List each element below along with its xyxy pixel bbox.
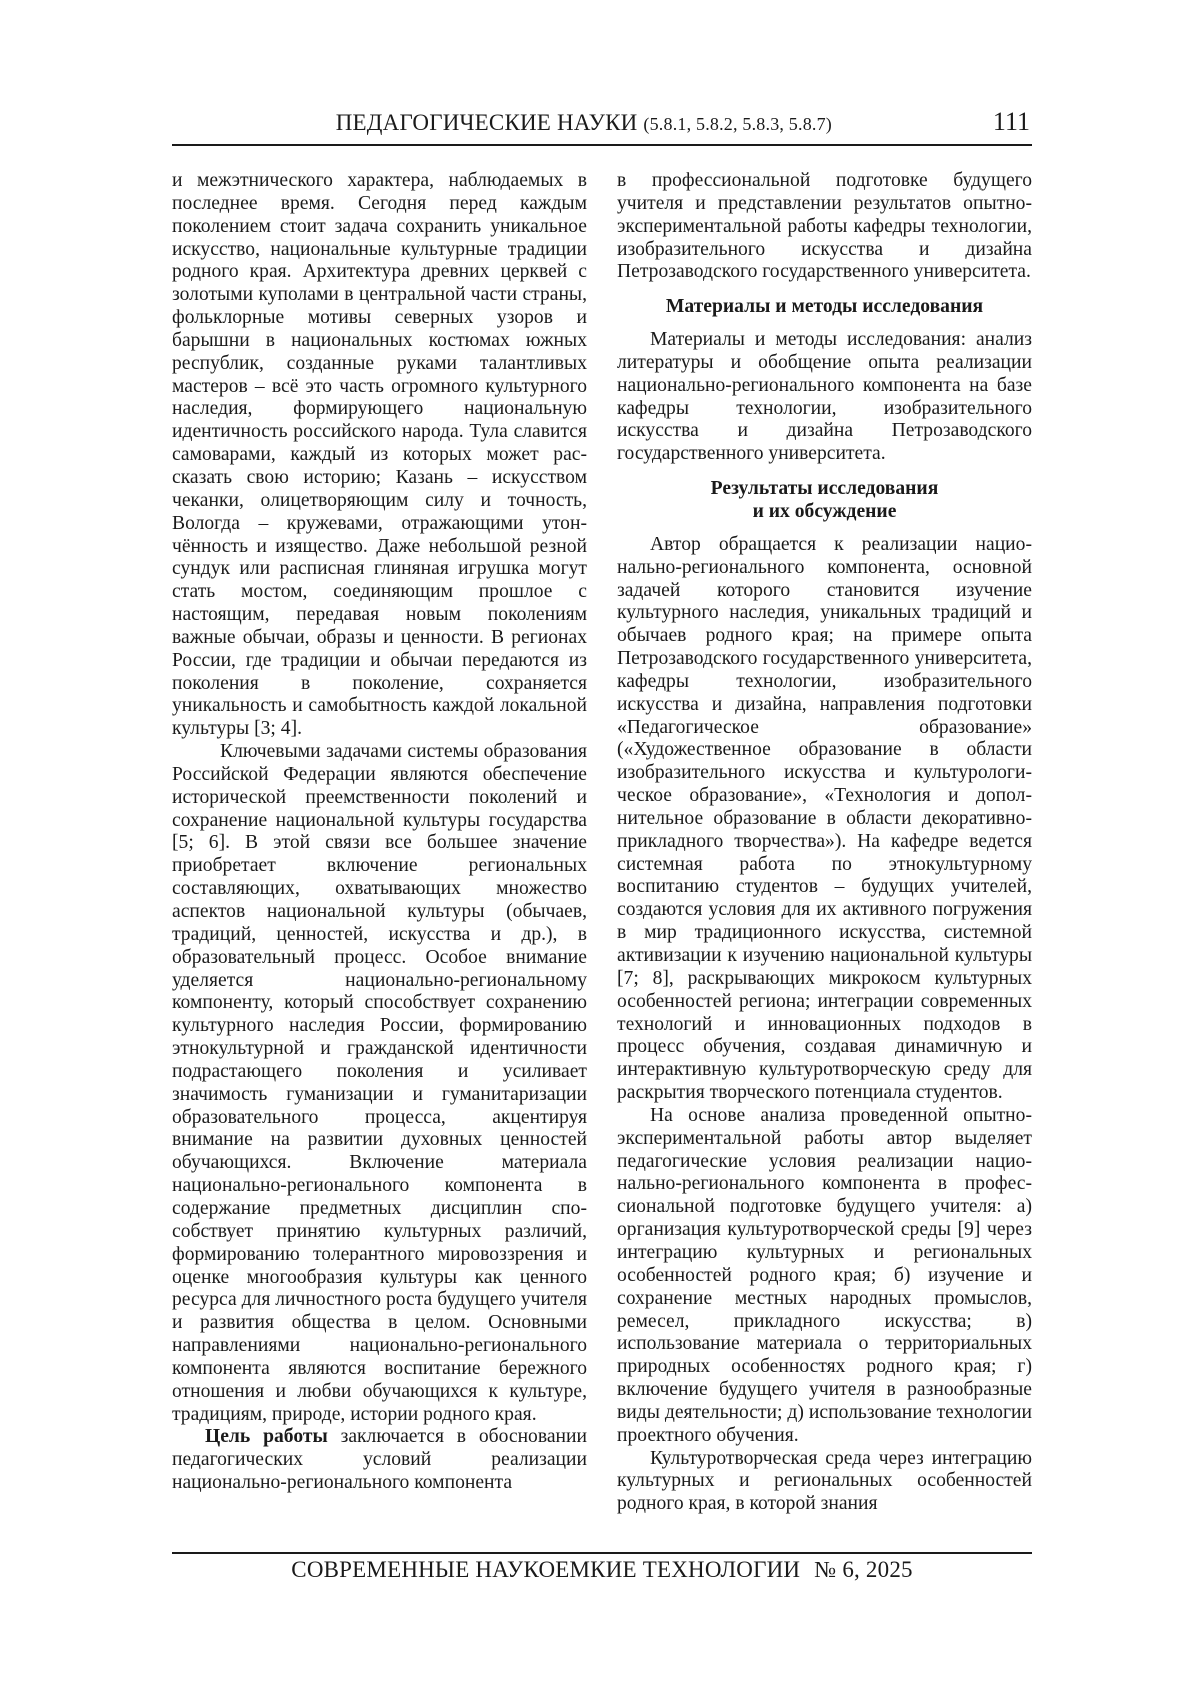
- goal-label: Цель работы: [205, 1426, 328, 1448]
- results-heading-line: Результаты исследования: [710, 478, 939, 500]
- methods-heading: Материалы и методы исследования: [665, 296, 984, 318]
- results-heading-line: и их обсуждение: [752, 500, 897, 522]
- goal-paragraph: [172, 1426, 587, 1495]
- running-footer: [172, 1552, 1032, 1594]
- results-heading: [617, 478, 1032, 524]
- paragraph: Ключевыми задачами системы образования Российской Федерации являются обеспечение исторической преемственности поколений и сохранение национальной культуры государства [5; 6]. В этой связи все большее значение приобретает включение региональных составляющих, охватывающих множество аспектов национальной культуры (обычаев, традиций, ценностей, искусства и др.), в образовательный процесс. Особое внимание уделяется национально-региональному компоненту, который способствует сохранению культурного наследия России, формированию этнокультурной и гражданской идентичности подрастающего поколения и усиливает значимость гуманизации и гуманитаризации образовательного процесса, акцентируя внимание на развитии духовных ценностей обучающихся. Включение материала национально-регионального компонента в содержание предметных дисциплин способствует принятию культурных различий, формированию толерантного мировоззрения и оценке многообразия культуры как ценного ресурса для личностного роста будущего учителя и развития общества в целом. Основными направлениями национально-регионального компонента являются воспитание бережного отношения и любви обучающихся к культуре, традициям, природе, истории родного края.: [172, 741, 587, 1425]
- paragraph: Материалы и методы исследования: анализ литературы и обобщение опыта реализации национально-регионального компонента на базе кафедры технологии, изобразительного искусства и дизайна Петрозаводского государственного университета.: [617, 329, 1032, 465]
- paragraph: Автор обращается к реализации национально-регионального компонента, основной задачей которого становится изучение культурного наследия, уникальных традиций и обычаев родного края; на примере опыта Петрозаводского государственного университета, кафедры технологии, изобразительного искусства и дизайна, направления подготовки «Педагогическое образование» («Художественное образование в области изобразительного искусства и культурологическое образование», «Технология и дополнительное образование в области декоративно-прикладного творчества»). На кафедре ведется системная работа по этнокультурному воспитанию студентов – будущих учителей, создаются условия для их активного погружения в мир традиционного искусства, системной активизации к изучению национальной культуры [7; 8], раскрывающих микрокосм культурных особенностей региона; интеграции современных технологий и инновационных подходов в процесс обучения, создавая динамичную и интерактивную культуротворческую среду для раскрытия творческого потенциала студентов.: [617, 533, 1032, 1104]
- paragraph: и межэтнического характера, наблюдаемых в последнее время. Сегодня перед каждым поколением стоит задача сохранить уникальное искусство, национальные культурные традиции родного края. Архитектура древних церквей с золотыми куполами в центральной части страны, фольклорные мотивы северных узоров и барышни в национальных костюмах южных республик, созданные руками талантливых мастеров – всё это часть огромного культурного наследия, формирующего национальную идентичность российского народа. Тула славится самоварами, каждый из которых может рассказать свою историю; Казань – искусством чеканки, олицетворяющим силу и точность, Вологда – кружевами, отражающими утончённость и изящество. Даже небольшой резной сундук или расписная глиняная игрушка могут стать мостом, соединяющим прошлое с настоящим, передавая новым поколениям важные обычаи, образы и ценности. В регионах России, где традиции и обычаи передаются из поколения в поколение, сохраняется уникальность и самобытность каждой локальной культуры [3; 4].: [172, 170, 587, 740]
- left-column: [172, 170, 587, 1495]
- section-title-text: ПЕДАГОГИЧЕСКИЕ НАУКИ: [335, 110, 638, 135]
- journal-title: СОВРЕМЕННЫЕ НАУКОЕМКИЕ ТЕХНОЛОГИИ: [291, 1557, 801, 1582]
- issue-number: № 6, 2025: [814, 1557, 913, 1582]
- footer-text: [172, 1557, 1032, 1583]
- page-number: 111: [992, 107, 1030, 136]
- running-header: [172, 106, 1032, 146]
- paragraph: Культуротворческая среда через интеграцию культурных и региональных особенностей родного края, в которой знания: [617, 1447, 1032, 1515]
- right-column: [617, 170, 1032, 1516]
- paragraph: На основе анализа проведенной опытно-экспериментальной работы автор выделяет педагогические условия реализации национально-регионального компонента в профессиональной подготовке будущего учителя: а) организация культуротворческой среды [9] через интеграцию культурных и региональных особенностей родного края; б) изучение и сохранение местных народных промыслов, ремесел, прикладного искусства; в) использование материала о территориальных природных особенностях родного края; г) включение будущего учителя в разнообразные виды деятельности; д) использование технологии проектного обучения.: [617, 1104, 1032, 1446]
- section-codes: (5.8.1, 5.8.2, 5.8.3, 5.8.7): [643, 114, 832, 134]
- section-title: [336, 110, 832, 136]
- paragraph: в профессиональной подготовке будущего учителя и представлении результатов опытно-экспериментальной работы кафедры технологии, изобразительного искусства и дизайна Петрозаводского государственного университета.: [617, 170, 1032, 283]
- goal-text: заключается в обосновании педагогических условий реализации национально-регионального компонента: [172, 1426, 587, 1494]
